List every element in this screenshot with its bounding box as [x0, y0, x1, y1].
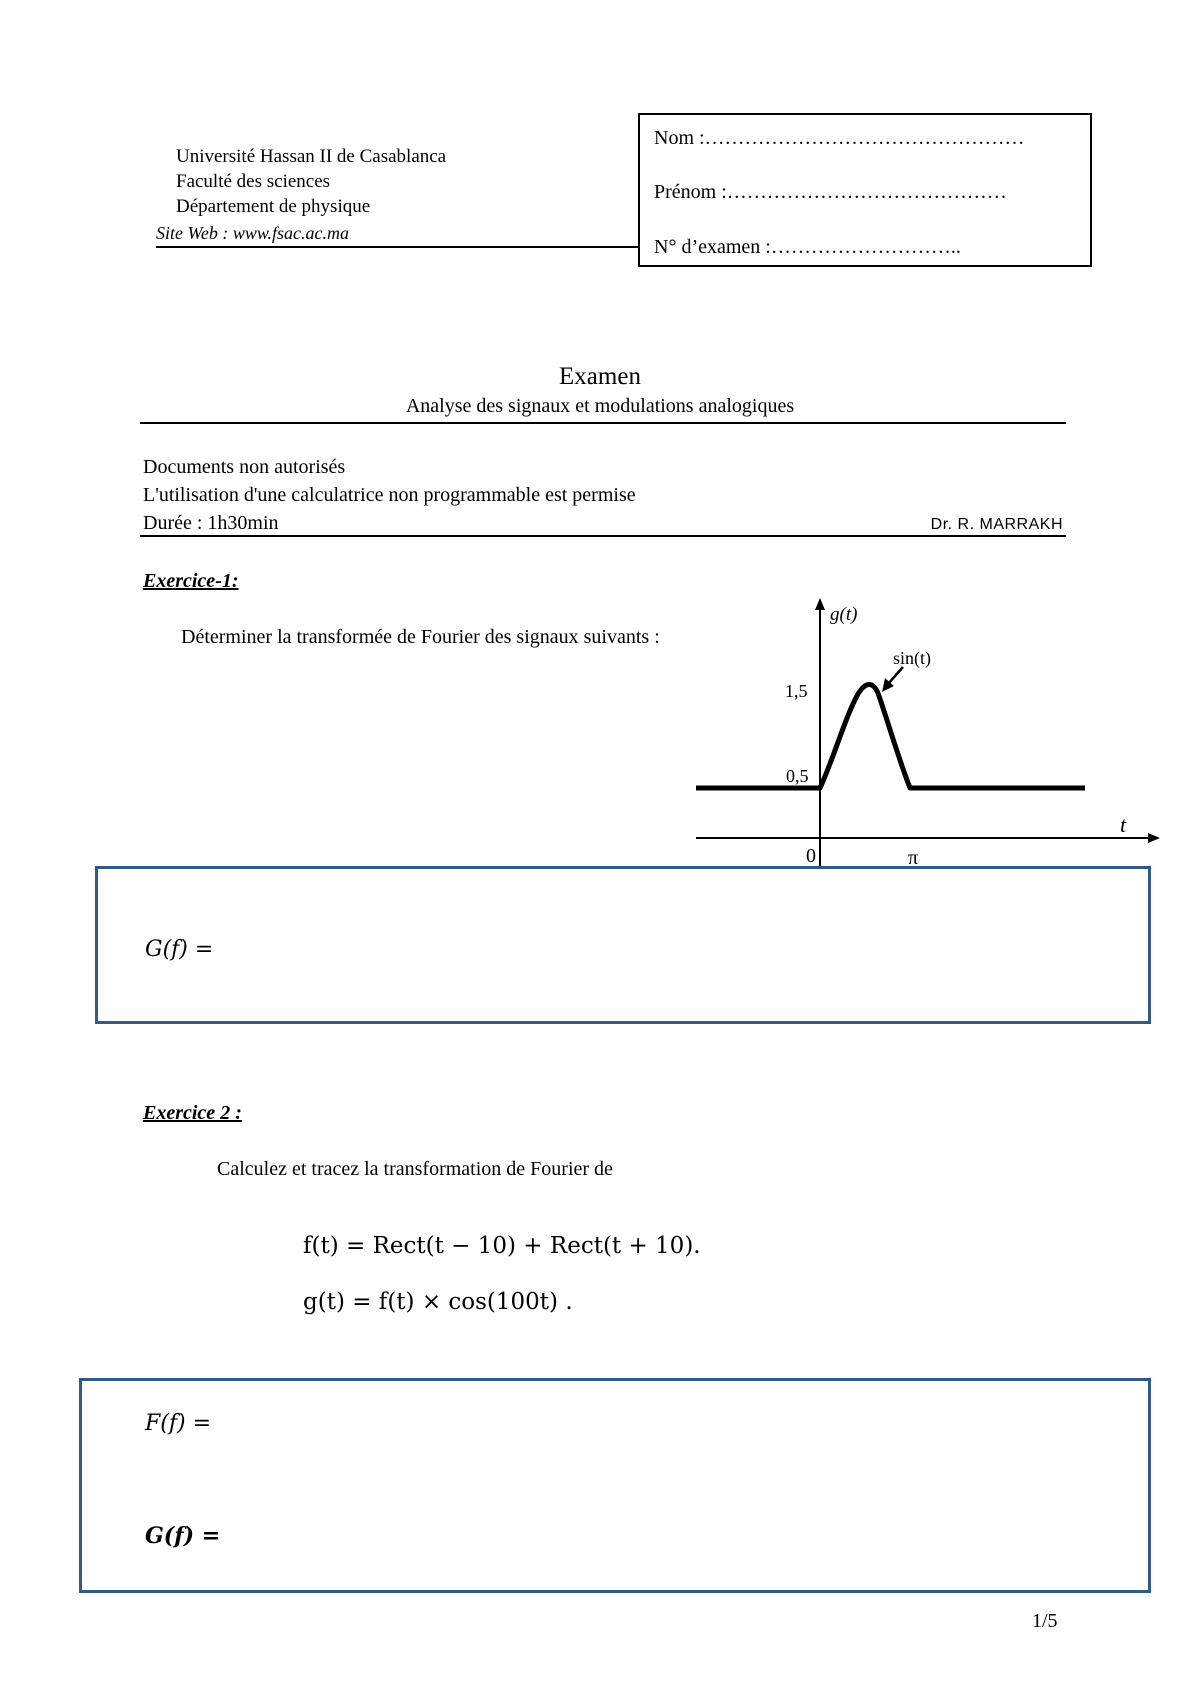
nom-field[interactable]: Nom :…………………………………………: [654, 127, 1025, 149]
tick-label-0-5: 0,5: [786, 766, 809, 786]
page-number: 1/5: [1032, 1610, 1058, 1632]
university-name: Université Hassan II de Casablanca: [176, 146, 447, 167]
website-text: Site Web : www.fsac.ac.ma: [156, 223, 349, 243]
exercise1-answer-label: G(f) =: [145, 937, 214, 962]
curve-label: sin(t): [893, 648, 931, 668]
exam-title: Examen: [559, 363, 641, 390]
exercise2-heading: Exercice 2 :: [143, 1102, 242, 1124]
pi-label: π: [908, 847, 919, 869]
faculty-name: Faculté des sciences: [176, 171, 331, 192]
tick-label-1-5: 1,5: [785, 681, 808, 701]
documents-note: Documents non autorisés: [143, 456, 346, 478]
calculator-note: L'utilisation d'une calculatrice non programmable est permise: [143, 484, 636, 506]
exercise2-prompt: Calculez et tracez la transformation de Fourier de: [217, 1158, 613, 1180]
signal-curve: [696, 684, 1085, 788]
x-axis-label: t: [1120, 812, 1127, 837]
exercise1-prompt: Déterminer la transformée de Fourier des signaux suivants :: [181, 626, 660, 648]
exam-number-field[interactable]: N° d’examen :………………………..: [654, 236, 961, 258]
y-axis-label: g(t): [830, 604, 858, 625]
prenom-field[interactable]: Prénom :……………………………………: [654, 181, 1007, 203]
duration-text: Durée : 1h30min: [143, 512, 279, 534]
exercise2-answer-F: F(f) =: [145, 1411, 211, 1436]
exercise1-heading: Exercice-1:: [143, 570, 239, 592]
department-name: Département de physique: [176, 196, 371, 217]
exam-subtitle: Analyse des signaux et modulations analogiques: [405, 395, 795, 417]
exercise1-answer-box[interactable]: [95, 866, 1151, 1024]
formula-g: g(t) = f(t) × cos(100t) .: [303, 1289, 573, 1315]
formula-f: f(t) = Rect(t − 10) + Rect(t + 10).: [303, 1233, 701, 1259]
exercise2-answer-box[interactable]: [79, 1378, 1151, 1593]
exercise2-answer-G: G(f) =: [145, 1523, 221, 1549]
author-name: Dr. R. MARRAKH: [930, 516, 1063, 533]
curve-pointer-line: [888, 667, 903, 684]
origin-label: 0: [806, 845, 816, 867]
